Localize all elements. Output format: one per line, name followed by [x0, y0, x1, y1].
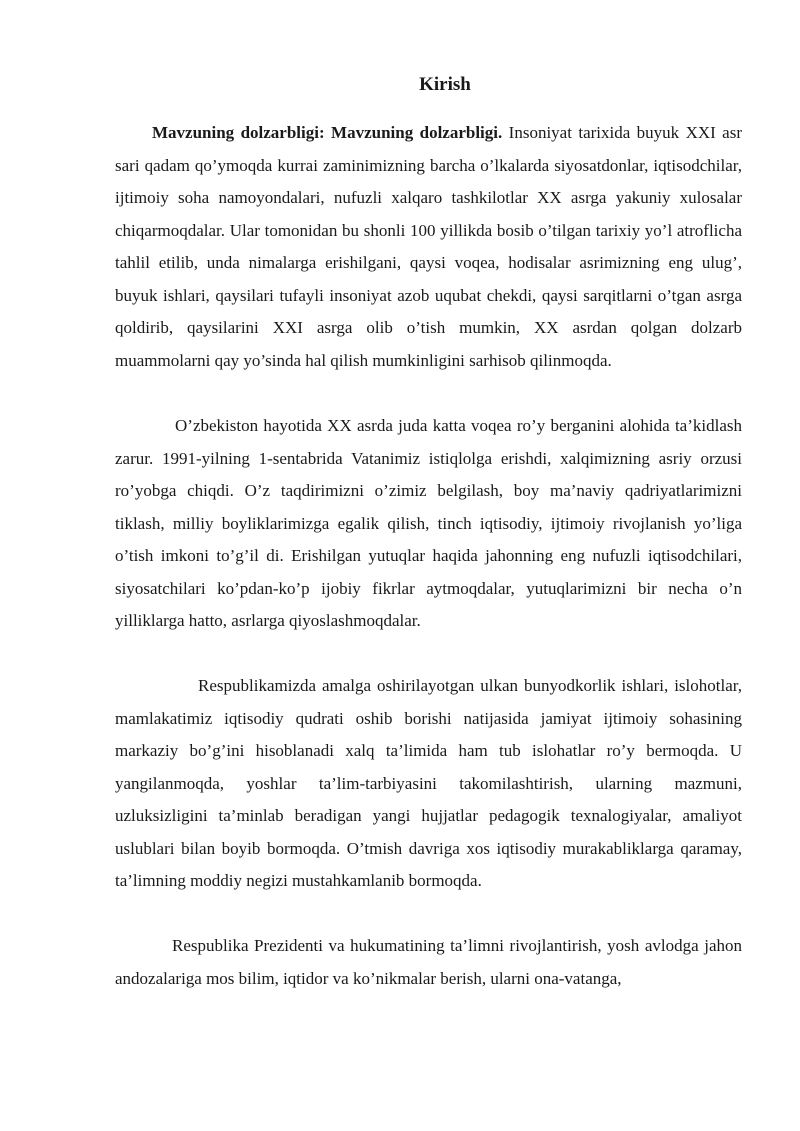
paragraph-relevance-text: Insoniyat tarixida buyuk XXI asr sari qadam qo’ymoqda kurrai zaminimizning barcha o’lkalarda siyosatdonlar, iqtisodchilar, ijtimoiy soha namoyondalari, nufuzli xalqaro tashkilotlar XX asrga yakuniy xulosalar chiqarmoqdalar. Ular tomonidan bu shonli 100 yillikda bosib o’tilgan tarixiy yo’l atroflicha tahlil etilib, unda nimalarga erishilgani, qaysi voqea, hodisalar asrimizning eng ulug’, buyuk ishlari, qaysilari tufayli insoniyat azob uqubat chekdi, qaysi sarqitlarni o’tgan asrga qoldirib, qaysilarini XXI asrga olib o’tish mumkin, XX asrdan qolgan dolzarb muammolarni qay yo’sinda hal qilish mumkinligini sarhisob qilinmoqda. — [115, 123, 743, 370]
relevance-heading: Mavzuning dolzarbligi: Mavzuning dolzarbligi. — [152, 123, 503, 142]
paragraph-relevance — [115, 117, 742, 377]
page-title: Kirish — [419, 74, 471, 95]
paragraph-reforms: Respublikamizda amalga oshirilayotgan ulkan bunyodkorlik ishlari, islohotlar, mamlakatimiz iqtisodiy qudrati oshib borishi natijasida jamiyat ijtimoiy sohasining markaziy bo’g’ini hisoblanadi xalq ta’limida ham tub islohatlar ro’y bermoqda. U yangilanmoqda, yoshlar ta’lim-tarbiyasini takomilashtirish, ularning mazmuni, uzluksizligini ta’minlab beradigan yangi hujjatlar pedagogik texnalogiyalar, amaliyot uslublari bilan boyib bormoqda. O’tmish davriga xos iqtisodiy murakabliklarga qaramay, ta’limning moddiy negizi mustahkamlanib bormoqda. — [115, 676, 742, 890]
paragraph-government: Respublika Prezidenti va hukumatining ta’limni rivojlantirish, yosh avlodga jahon andozalariga mos bilim, iqtidor va ko’nikmalar berish, ularni ona-vatanga, — [115, 936, 742, 988]
paragraph-independence: O’zbekiston hayotida XX asrda juda katta voqea ro’y berganini alohida ta’kidlash zarur. 1991-yilning 1-sentabrida Vatanimiz istiqlolga erishdi, xalqimizning asriy orzusi ro’yobga chiqdi. O’z taqdirimizni o’zimiz belgilash, boy ma’naviy qadriyatlarimizni tiklash, milliy boyliklarimizga egalik qilish, tinch iqtisodiy, ijtimoiy rivojlanish yo’liga o’tish imkoni to’g’il di. Erishilgan yutuqlar haqida jahonning eng nufuzli iqtisodchilari, siyosatchilari ko’pdan-ko’p ijobiy fikrlar aytmoqdalar, yutuqlarimizni bir necha o’n yilliklarga hatto, asrlarga qiyoslashmoqdalar. — [115, 416, 742, 630]
